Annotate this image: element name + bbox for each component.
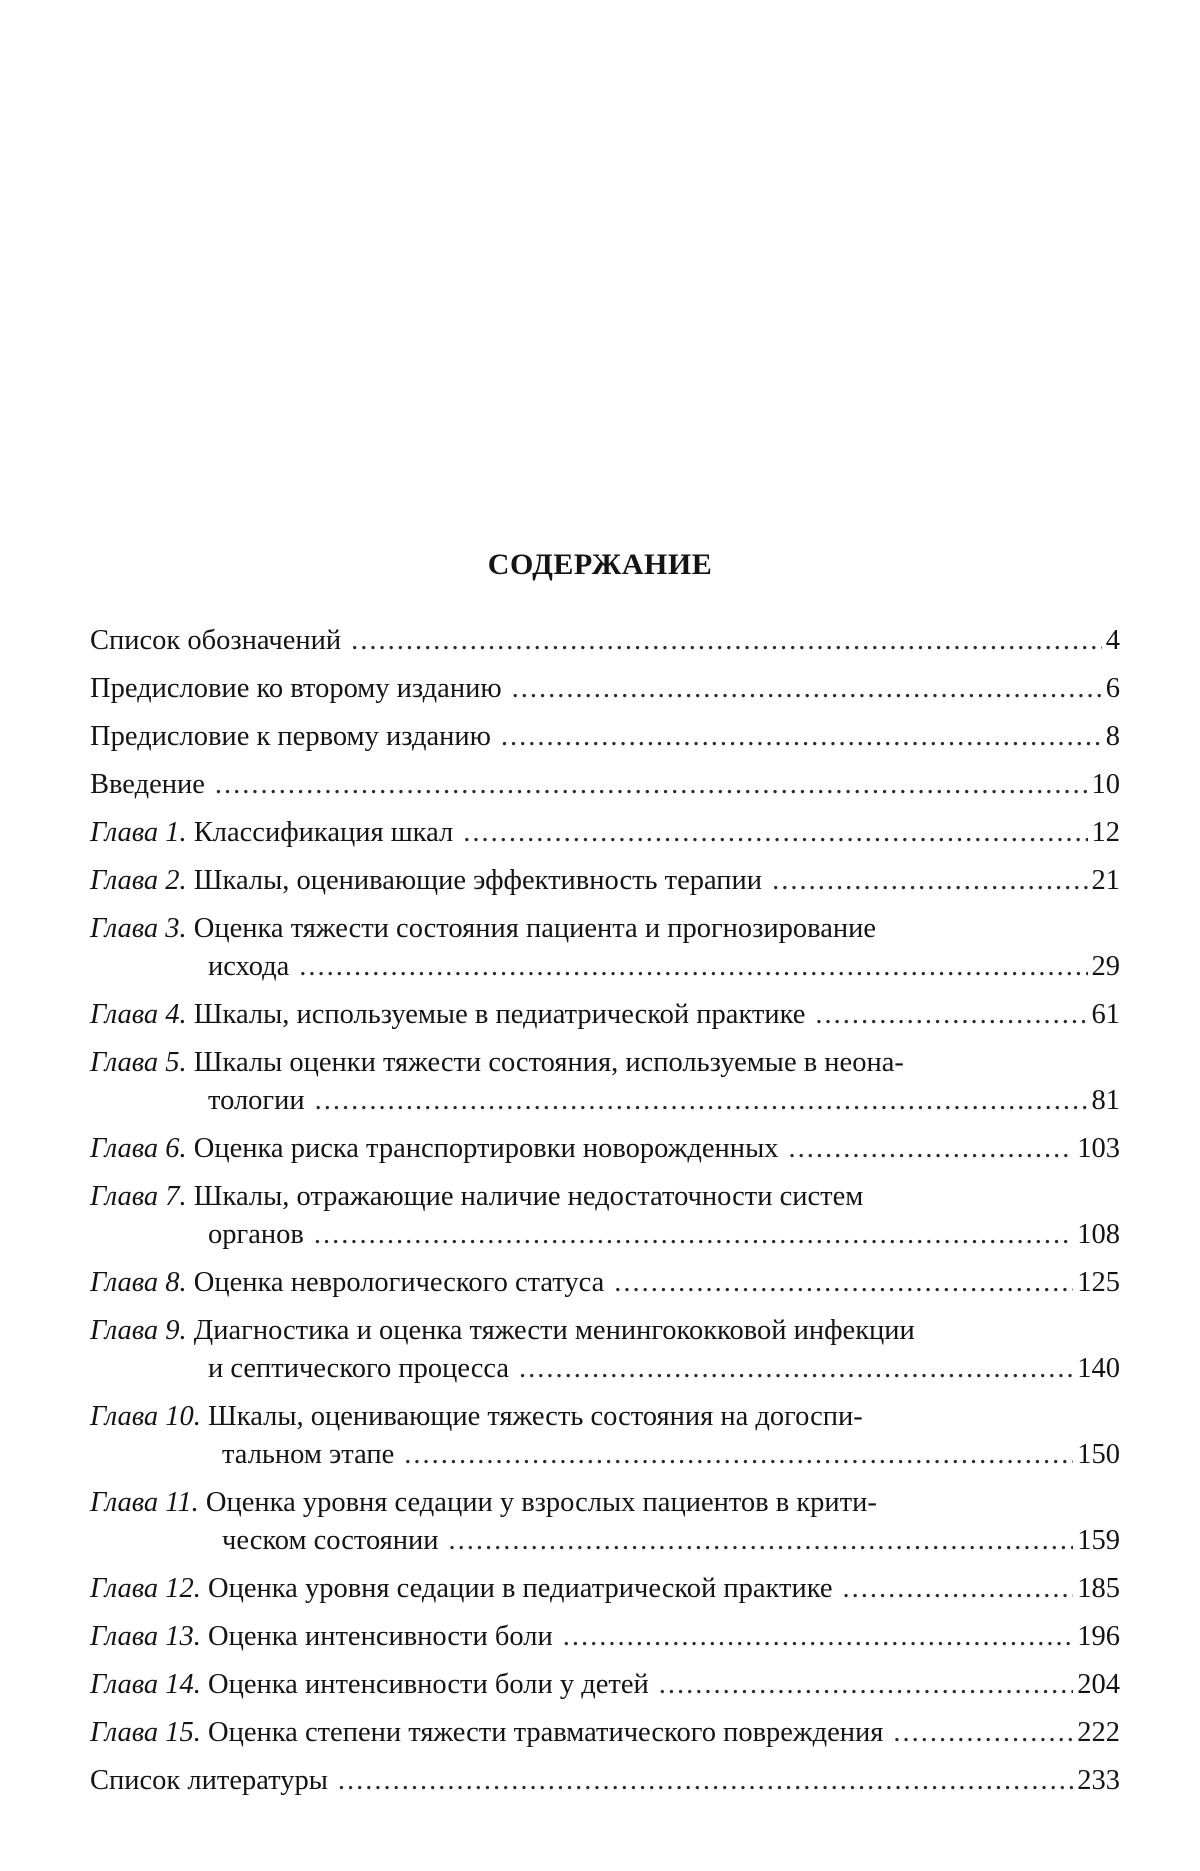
dot-leader: [659, 1666, 1074, 1704]
dot-leader: [449, 1522, 1074, 1560]
chapter-prefix: Глава 11.: [90, 1487, 199, 1518]
toc-entry-title-continued: исхода: [208, 951, 290, 982]
toc-page-number: 6: [1105, 673, 1120, 704]
dot-leader: [772, 862, 1087, 900]
toc-entry-title-continued: органов: [208, 1219, 304, 1250]
toc-entry-title: Введение: [90, 769, 205, 800]
toc-page-number: 125: [1077, 1267, 1120, 1298]
toc-entry-chapter-14[interactable]: [90, 1666, 1120, 1704]
dot-leader: [315, 1082, 1088, 1120]
chapter-prefix: Глава 13.: [90, 1621, 201, 1652]
dot-leader: [404, 1436, 1073, 1474]
dot-leader: [519, 1350, 1073, 1388]
toc-page-number: 204: [1077, 1669, 1120, 1700]
toc-entry-chapter-12[interactable]: [90, 1570, 1120, 1608]
toc-entry-title: Оценка уровня седации в педиатрической практике: [208, 1573, 833, 1604]
toc-entry-chapter-2[interactable]: [90, 862, 1120, 900]
toc-entry-title: Список литературы: [90, 1765, 328, 1796]
toc-entry-chapter-1[interactable]: [90, 814, 1120, 852]
toc-entry-title-continued: тальном этапе: [222, 1439, 395, 1470]
toc-entry-chapter-10[interactable]: [90, 1398, 1120, 1474]
dot-leader: [843, 1570, 1074, 1608]
toc-page-number: 21: [1091, 865, 1120, 896]
chapter-prefix: Глава 10.: [90, 1401, 201, 1432]
toc-entry-chapter-5[interactable]: [90, 1044, 1120, 1120]
chapter-prefix: Глава 7.: [90, 1181, 187, 1212]
toc-page-number: 12: [1091, 817, 1120, 848]
toc-entry-title: Оценка тяжести состояния пациента и прогнозирование: [193, 913, 877, 944]
toc-entry-title: Оценка уровня седации у взрослых пациентов в крити-: [205, 1487, 877, 1518]
toc-entry[interactable]: [90, 670, 1120, 708]
toc-page-number: 81: [1091, 1085, 1120, 1116]
toc-entry-title: Предисловие к первому изданию: [90, 721, 491, 752]
toc-page-number: 108: [1077, 1219, 1120, 1250]
dot-leader: [215, 766, 1088, 804]
toc-page-number: 4: [1105, 625, 1120, 656]
dot-leader: [815, 996, 1087, 1034]
chapter-prefix: Глава 1.: [90, 817, 187, 848]
chapter-prefix: Глава 2.: [90, 865, 187, 896]
toc-entry-title: Классификация шкал: [193, 817, 454, 848]
toc-page-number: 61: [1091, 999, 1120, 1030]
toc-entry-chapter-3[interactable]: [90, 910, 1120, 986]
toc-entry-chapter-7[interactable]: [90, 1178, 1120, 1254]
chapter-prefix: Глава 14.: [90, 1669, 201, 1700]
toc-page-number: 140: [1077, 1353, 1120, 1384]
dot-leader: [788, 1130, 1073, 1168]
toc-entry-chapter-9[interactable]: [90, 1312, 1120, 1388]
toc-entry[interactable]: [90, 718, 1120, 756]
toc-entry-title: Шкалы, оценивающие тяжесть состояния на догоспи-: [208, 1401, 863, 1432]
toc-entry-title: Оценка интенсивности боли: [208, 1621, 553, 1652]
toc-entry-title: Оценка неврологического статуса: [193, 1267, 605, 1298]
dot-leader: [563, 1618, 1074, 1656]
toc-entry-title-continued: тологии: [208, 1085, 305, 1116]
toc-entry-chapter-6[interactable]: [90, 1130, 1120, 1168]
dot-leader: [512, 670, 1102, 708]
dot-leader: [893, 1714, 1073, 1752]
toc-entry-chapter-15[interactable]: [90, 1714, 1120, 1752]
dot-leader: [299, 948, 1087, 986]
dot-leader: [314, 1216, 1073, 1254]
toc-entry-title: Оценка интенсивности боли у детей: [208, 1669, 649, 1700]
chapter-prefix: Глава 8.: [90, 1267, 187, 1298]
toc-entry-title: Диагностика и оценка тяжести менингококковой инфекции: [193, 1315, 915, 1346]
chapter-prefix: Глава 5.: [90, 1047, 187, 1078]
toc-entry-title-continued: и септического процесса: [208, 1353, 509, 1384]
toc-page-number: 222: [1077, 1717, 1120, 1748]
toc-heading: СОДЕРЖАНИЕ: [487, 548, 713, 581]
toc-page-number: 150: [1077, 1439, 1120, 1470]
toc-entry-title-continued: ческом состоянии: [222, 1525, 439, 1556]
chapter-prefix: Глава 12.: [90, 1573, 201, 1604]
toc-entry-chapter-4[interactable]: [90, 996, 1120, 1034]
toc-page-number: 185: [1077, 1573, 1120, 1604]
toc-entry-chapter-13[interactable]: [90, 1618, 1120, 1656]
toc-page-number: 103: [1077, 1133, 1120, 1164]
toc-entry-title: Список обозначений: [90, 625, 342, 656]
dot-leader: [501, 718, 1102, 756]
toc-page-number: 8: [1105, 721, 1120, 752]
chapter-prefix: Глава 4.: [90, 999, 187, 1030]
toc-entry-title: Оценка риска транспортировки новорожденных: [193, 1133, 779, 1164]
toc-page-number: 159: [1077, 1525, 1120, 1556]
dot-leader: [614, 1264, 1073, 1302]
chapter-prefix: Глава 15.: [90, 1717, 201, 1748]
toc-entry-chapter-8[interactable]: [90, 1264, 1120, 1302]
toc-entry[interactable]: [90, 622, 1120, 660]
toc-entry-title: Шкалы, отражающие наличие недостаточности систем: [193, 1181, 864, 1212]
toc-page-number: 10: [1091, 769, 1120, 800]
toc-entry-title: Предисловие ко второму изданию: [90, 673, 502, 704]
toc-entry-title: Шкалы оценки тяжести состояния, используемые в неона-: [193, 1047, 904, 1078]
chapter-prefix: Глава 6.: [90, 1133, 187, 1164]
toc-page-number: 29: [1091, 951, 1120, 982]
chapter-prefix: Глава 3.: [90, 913, 187, 944]
toc-entry-title: Шкалы, оценивающие эффективность терапии: [193, 865, 763, 896]
chapter-prefix: Глава 9.: [90, 1315, 187, 1346]
dot-leader: [351, 622, 1102, 660]
toc-entry-title: Шкалы, используемые в педиатрической практике: [193, 999, 806, 1030]
toc-page-number: 233: [1077, 1765, 1120, 1796]
toc-entry-title: Оценка степени тяжести травматического повреждения: [208, 1717, 884, 1748]
dot-leader: [338, 1762, 1073, 1800]
toc-entry[interactable]: [90, 1762, 1120, 1800]
toc-entry[interactable]: [90, 766, 1120, 804]
toc-entry-chapter-11[interactable]: [90, 1484, 1120, 1560]
toc-page-number: 196: [1077, 1621, 1120, 1652]
dot-leader: [463, 814, 1087, 852]
table-of-contents: [90, 622, 1120, 1810]
